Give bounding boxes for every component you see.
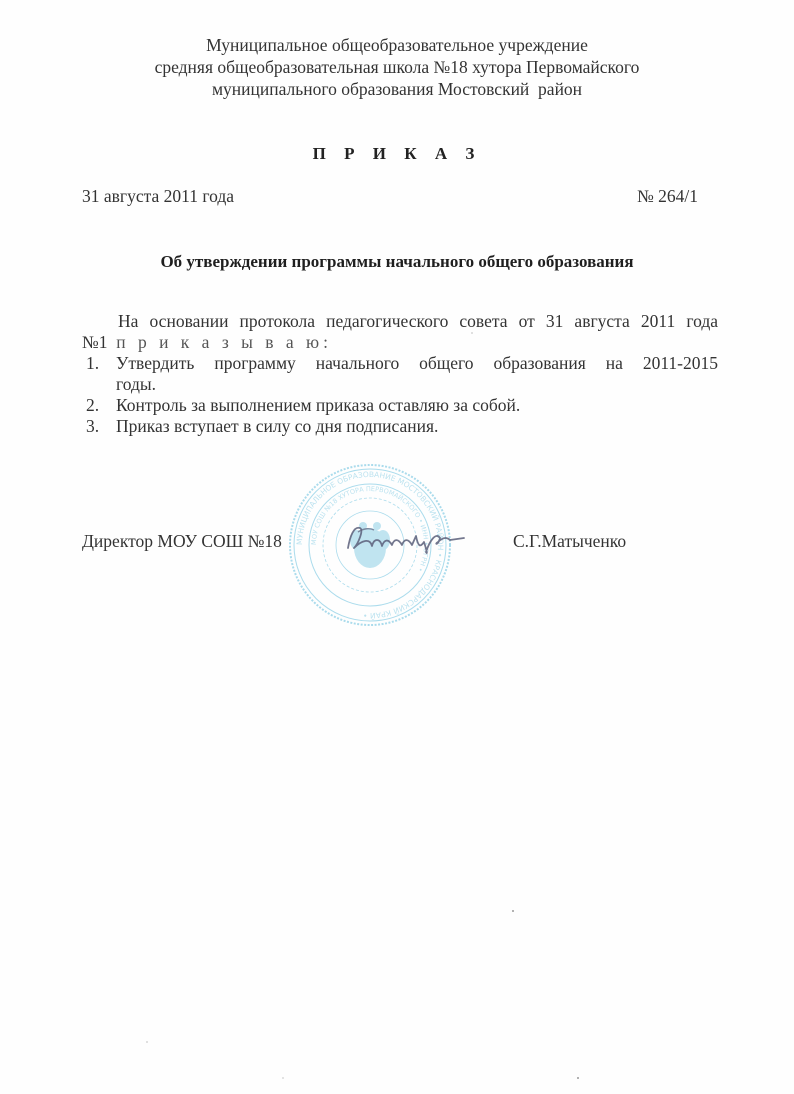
header-line-2: средняя общеобразовательная школа №18 хутора Первомайского xyxy=(154,57,640,77)
signer-position: Директор МОУ СОШ №18 xyxy=(82,531,282,551)
order-subject: Об утверждении программы начального общего образования xyxy=(160,252,634,271)
protocol-number: №1 xyxy=(82,332,117,352)
scan-speck xyxy=(471,332,473,334)
order-date: 31 августа 2011 года xyxy=(82,186,234,206)
item-number: 2. xyxy=(86,395,100,415)
order-items-list xyxy=(82,353,718,437)
scan-speck xyxy=(282,1077,284,1079)
svg-text:МУНИЦИПАЛЬНОЕ ОБРАЗОВАНИЕ МОСТ: МУНИЦИПАЛЬНОЕ ОБРАЗОВАНИЕ МОСТОВСКИЙ РАЙОН • КРАСНОДАРСКИЙ КРАЙ • xyxy=(294,469,446,621)
item-number: 3. xyxy=(86,416,100,436)
handwritten-signature-icon xyxy=(340,518,480,558)
basis-continuation xyxy=(82,332,718,353)
order-item-3 xyxy=(86,416,718,437)
command-word: п р и к а з ы в а ю: xyxy=(116,332,332,352)
signer-name: С.Г.Матыченко xyxy=(513,531,627,551)
item-text: Утвердить программу начального общего образования на 2011-2015 xyxy=(116,353,718,373)
scan-speck xyxy=(146,1041,148,1043)
item-text-continuation: годы. xyxy=(116,374,157,394)
basis-paragraph: На основании протокола педагогического совета от 31 августа 2011 года xyxy=(118,311,718,331)
date-number-line xyxy=(82,186,698,207)
order-item-1 xyxy=(86,353,718,395)
svg-text:МОУ СОШ №18 ХУТОРА ПЕРВОМАЙСКО: МОУ СОШ №18 ХУТОРА ПЕРВОМАЙСКОГО • ИНН • ОГРН • xyxy=(309,484,431,574)
item-text: Контроль за выполнением приказа оставляю за собой. xyxy=(116,395,521,415)
header-line-3: муниципального образования Мостовский район xyxy=(211,79,583,99)
item-text: Приказ вступает в силу со дня подписания. xyxy=(116,416,439,436)
scan-speck xyxy=(577,1077,579,1079)
item-number: 1. xyxy=(86,353,100,373)
scan-speck xyxy=(512,910,514,912)
document-type-title: П Р И К А З xyxy=(312,144,482,163)
institution-header xyxy=(0,34,794,100)
order-body xyxy=(82,311,718,437)
order-item-2 xyxy=(86,395,718,416)
order-number: № 264/1 xyxy=(637,186,698,206)
header-line-1: Муниципальное общеобразовательное учреждение xyxy=(206,35,588,55)
